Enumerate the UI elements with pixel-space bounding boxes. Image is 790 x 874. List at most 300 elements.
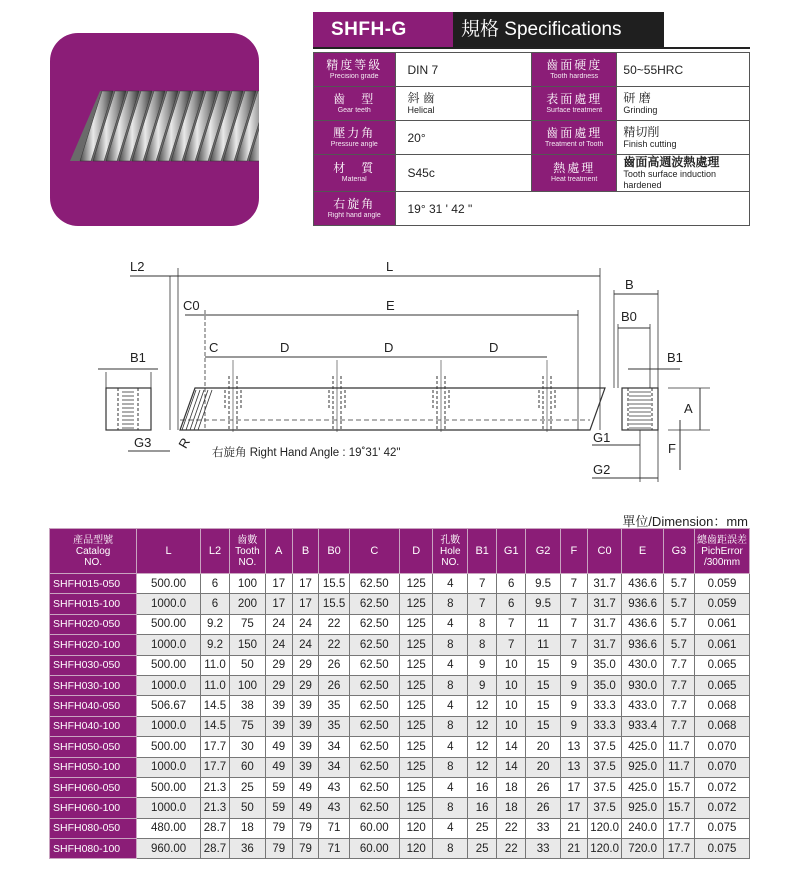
- table-cell: 0.065: [695, 675, 750, 695]
- table-cell: 125: [399, 655, 433, 675]
- column-header: B: [292, 529, 319, 574]
- table-cell: 4: [433, 655, 468, 675]
- spec-value: 齒面高週波熱處理: [623, 155, 720, 169]
- table-cell: 120: [399, 839, 433, 859]
- label-B: B: [625, 277, 634, 292]
- spec-table: [313, 52, 750, 226]
- table-row: [50, 655, 750, 675]
- label-D: D: [384, 340, 394, 355]
- table-cell: 0.072: [695, 777, 750, 797]
- table-cell: 9: [560, 716, 587, 736]
- table-cell: 7: [497, 635, 526, 655]
- table-cell: 29: [265, 655, 292, 675]
- column-header: 產品型號 Catalog NO.: [50, 529, 137, 574]
- table-cell: 500.00: [137, 614, 201, 634]
- table-cell: 17.7: [663, 818, 694, 838]
- table-cell: 500.00: [137, 777, 201, 797]
- table-cell: 1000.0: [137, 798, 201, 818]
- table-cell: 7: [560, 574, 587, 594]
- table-cell: 22: [497, 818, 526, 838]
- table-cell: 71: [319, 818, 349, 838]
- table-cell: 14.5: [200, 716, 229, 736]
- mounting-hole: [225, 360, 241, 432]
- catalog-cell: SHFH080-050: [50, 818, 137, 838]
- spec-label: 齒 型: [333, 91, 376, 106]
- table-cell: 38: [230, 696, 266, 716]
- dimension-unit-note: 單位/Dimension：mm: [622, 514, 748, 529]
- table-cell: 26: [526, 798, 561, 818]
- table-cell: 933.4: [622, 716, 663, 736]
- table-cell: 4: [433, 737, 468, 757]
- table-cell: 9: [560, 696, 587, 716]
- label-F: F: [668, 441, 676, 456]
- label-B1: B1: [667, 350, 683, 365]
- table-cell: 9: [468, 675, 497, 695]
- table-cell: 49: [265, 757, 292, 777]
- spec-row: [314, 192, 750, 226]
- table-cell: 43: [319, 798, 349, 818]
- spec-label: 熱處理: [553, 161, 596, 175]
- table-cell: 6: [497, 574, 526, 594]
- table-row: [50, 839, 750, 859]
- table-cell: 9: [560, 655, 587, 675]
- table-cell: 60.00: [349, 839, 399, 859]
- table-cell: 200: [230, 594, 266, 614]
- table-cell: 49: [265, 737, 292, 757]
- label-L: L: [386, 259, 394, 274]
- table-cell: 16: [468, 777, 497, 797]
- table-cell: 7: [497, 614, 526, 634]
- table-cell: 936.6: [622, 635, 663, 655]
- table-cell: 30: [230, 737, 266, 757]
- table-cell: 720.0: [622, 839, 663, 859]
- table-cell: 17: [265, 594, 292, 614]
- catalog-cell: SHFH050-100: [50, 757, 137, 777]
- label-G3: G3: [134, 435, 152, 450]
- header-divider: [313, 47, 750, 49]
- table-cell: 20: [526, 737, 561, 757]
- table-cell: 21: [560, 818, 587, 838]
- table-cell: 34: [319, 737, 349, 757]
- table-cell: 11.0: [200, 675, 229, 695]
- table-cell: 9.5: [526, 594, 561, 614]
- table-cell: 59: [265, 777, 292, 797]
- table-cell: 0.061: [695, 635, 750, 655]
- table-cell: 0.059: [695, 594, 750, 614]
- table-cell: 4: [433, 818, 468, 838]
- table-cell: 8: [433, 839, 468, 859]
- right-hand-angle-caption: 右旋角 Right Hand Angle : 19˚31' 42": [212, 447, 401, 459]
- table-row: [50, 594, 750, 614]
- table-cell: 60.00: [349, 818, 399, 838]
- spec-label: 齒面硬度: [546, 57, 603, 72]
- table-cell: 125: [399, 777, 433, 797]
- spec-label-en: Right hand angle: [327, 211, 381, 219]
- label-C: C: [209, 340, 219, 355]
- table-cell: 71: [319, 839, 349, 859]
- table-cell: 62.50: [349, 594, 399, 614]
- table-cell: 18: [497, 777, 526, 797]
- technical-drawing: [0, 250, 790, 490]
- column-header: B0: [319, 529, 349, 574]
- spec-value-en: Tooth surface induction hardened: [623, 169, 716, 190]
- catalog-cell: SHFH015-100: [50, 594, 137, 614]
- table-cell: 17: [265, 574, 292, 594]
- table-cell: 12: [468, 737, 497, 757]
- table-cell: 35.0: [587, 655, 622, 675]
- table-cell: 11.0: [200, 655, 229, 675]
- table-cell: 7: [468, 574, 497, 594]
- table-cell: 150: [230, 635, 266, 655]
- table-cell: 125: [399, 635, 433, 655]
- column-header: G1: [497, 529, 526, 574]
- table-cell: 39: [265, 716, 292, 736]
- table-row: [50, 696, 750, 716]
- spec-value: S45c: [407, 166, 435, 180]
- table-cell: 21: [560, 839, 587, 859]
- label-E: E: [386, 298, 395, 313]
- table-cell: 8: [433, 757, 468, 777]
- table-cell: 0.075: [695, 839, 750, 859]
- table-cell: 125: [399, 737, 433, 757]
- spec-label-en: Surface treatment: [546, 106, 603, 114]
- product-image: [50, 33, 259, 226]
- label-D: D: [489, 340, 499, 355]
- spec-title: 規格 Specifications: [453, 12, 664, 47]
- table-cell: 7.7: [663, 675, 694, 695]
- table-cell: 24: [265, 614, 292, 634]
- mounting-hole: [539, 360, 555, 432]
- table-cell: 35.0: [587, 675, 622, 695]
- table-cell: 22: [319, 614, 349, 634]
- column-header: F: [560, 529, 587, 574]
- table-cell: 0.061: [695, 614, 750, 634]
- table-cell: 7.7: [663, 716, 694, 736]
- table-cell: 930.0: [622, 675, 663, 695]
- column-header: G2: [526, 529, 561, 574]
- table-cell: 49: [292, 798, 319, 818]
- table-cell: 0.070: [695, 757, 750, 777]
- table-cell: 33.3: [587, 696, 622, 716]
- table-cell: 8: [468, 614, 497, 634]
- table-cell: 5.7: [663, 574, 694, 594]
- table-cell: 0.075: [695, 818, 750, 838]
- table-cell: 26: [526, 777, 561, 797]
- rack-body: [180, 388, 605, 430]
- table-cell: 9.2: [200, 635, 229, 655]
- spec-value: 研 磨: [623, 91, 651, 105]
- spec-label-en: Material: [341, 176, 367, 183]
- table-cell: 14: [497, 757, 526, 777]
- table-cell: 75: [230, 716, 266, 736]
- table-cell: 125: [399, 675, 433, 695]
- catalog-cell: SHFH050-050: [50, 737, 137, 757]
- table-cell: 79: [265, 818, 292, 838]
- table-cell: 1000.0: [137, 675, 201, 695]
- table-cell: 500.00: [137, 737, 201, 757]
- table-cell: 8: [433, 594, 468, 614]
- catalog-cell: SHFH020-050: [50, 614, 137, 634]
- table-row: [50, 716, 750, 736]
- spec-label-en: Precision grade: [329, 72, 379, 80]
- table-cell: 500.00: [137, 655, 201, 675]
- table-cell: 1000.0: [137, 716, 201, 736]
- table-cell: 39: [292, 716, 319, 736]
- table-cell: 24: [292, 635, 319, 655]
- spec-row: [314, 87, 750, 121]
- table-cell: 15.5: [319, 574, 349, 594]
- table-cell: 936.6: [622, 594, 663, 614]
- table-cell: 433.0: [622, 696, 663, 716]
- table-cell: 39: [292, 757, 319, 777]
- spec-value: 19° 31 ' 42 ": [407, 201, 473, 216]
- table-cell: 21.3: [200, 798, 229, 818]
- table-cell: 8: [433, 716, 468, 736]
- table-cell: 1000.0: [137, 635, 201, 655]
- table-cell: 436.6: [622, 574, 663, 594]
- table-cell: 62.50: [349, 696, 399, 716]
- table-cell: 436.6: [622, 614, 663, 634]
- table-cell: 62.50: [349, 737, 399, 757]
- table-cell: 7.7: [663, 655, 694, 675]
- table-cell: 925.0: [622, 757, 663, 777]
- table-cell: 5.7: [663, 594, 694, 614]
- table-cell: 17: [560, 777, 587, 797]
- label-D: D: [280, 340, 290, 355]
- catalog-cell: SHFH030-050: [50, 655, 137, 675]
- table-cell: 9: [560, 675, 587, 695]
- table-cell: 120: [399, 818, 433, 838]
- gear-rack-illustration: [50, 33, 259, 226]
- spec-label: 材 質: [333, 161, 376, 175]
- table-cell: 125: [399, 696, 433, 716]
- mounting-hole: [329, 360, 345, 432]
- table-cell: 60: [230, 757, 266, 777]
- table-cell: 4: [433, 696, 468, 716]
- table-cell: 10: [497, 655, 526, 675]
- table-cell: 4: [433, 574, 468, 594]
- table-cell: 5.7: [663, 614, 694, 634]
- table-cell: 17.7: [663, 839, 694, 859]
- table-cell: 26: [319, 655, 349, 675]
- table-cell: 25: [230, 777, 266, 797]
- column-header: 總齒距誤差 PichError /300mm: [695, 529, 750, 574]
- table-cell: 28.7: [200, 818, 229, 838]
- spec-value-en: Finish cutting: [623, 139, 677, 149]
- spec-label-en: Treatment of Tooth: [545, 140, 604, 148]
- table-cell: 8: [433, 675, 468, 695]
- table-cell: 31.7: [587, 594, 622, 614]
- table-cell: 37.5: [587, 737, 622, 757]
- spec-label-en: Heat treatment: [551, 176, 598, 183]
- spec-label: 表面處理: [546, 91, 603, 106]
- table-cell: 15: [526, 655, 561, 675]
- label-A: A: [684, 401, 693, 416]
- spec-label: 精度等級: [326, 57, 383, 72]
- table-cell: 17: [292, 574, 319, 594]
- table-cell: 49: [292, 777, 319, 797]
- table-cell: 925.0: [622, 798, 663, 818]
- catalog-cell: SHFH040-050: [50, 696, 137, 716]
- table-row: [50, 635, 750, 655]
- table-cell: 50: [230, 798, 266, 818]
- table-cell: 15.5: [319, 594, 349, 614]
- table-cell: 25: [468, 839, 497, 859]
- table-cell: 39: [265, 696, 292, 716]
- table-cell: 0.068: [695, 716, 750, 736]
- table-cell: 62.50: [349, 574, 399, 594]
- table-cell: 11.7: [663, 737, 694, 757]
- table-cell: 500.00: [137, 574, 201, 594]
- spec-row: [314, 121, 750, 155]
- table-cell: 31.7: [587, 635, 622, 655]
- table-cell: 11.7: [663, 757, 694, 777]
- table-cell: 1000.0: [137, 594, 201, 614]
- table-cell: 8: [433, 635, 468, 655]
- table-cell: 7: [560, 614, 587, 634]
- table-cell: 125: [399, 757, 433, 777]
- table-cell: 13: [560, 737, 587, 757]
- table-cell: 12: [468, 696, 497, 716]
- table-row: [50, 818, 750, 838]
- column-header: D: [399, 529, 433, 574]
- table-row: [50, 614, 750, 634]
- table-cell: 7.7: [663, 696, 694, 716]
- dimension-table: [49, 528, 750, 859]
- table-cell: 37.5: [587, 777, 622, 797]
- table-cell: 0.068: [695, 696, 750, 716]
- table-cell: 240.0: [622, 818, 663, 838]
- table-cell: 36: [230, 839, 266, 859]
- table-cell: 480.00: [137, 818, 201, 838]
- catalog-cell: SHFH080-100: [50, 839, 137, 859]
- table-cell: 16: [468, 798, 497, 818]
- table-cell: 100: [230, 675, 266, 695]
- table-cell: 28.7: [200, 839, 229, 859]
- spec-value-en: Helical: [407, 105, 435, 115]
- column-header: A: [265, 529, 292, 574]
- table-cell: 35: [319, 696, 349, 716]
- spec-row: [314, 53, 750, 87]
- table-cell: 9.2: [200, 614, 229, 634]
- table-row: [50, 757, 750, 777]
- table-cell: 79: [292, 818, 319, 838]
- spec-row: [314, 155, 750, 192]
- column-header: L2: [200, 529, 229, 574]
- table-cell: 0.065: [695, 655, 750, 675]
- column-header: G3: [663, 529, 694, 574]
- table-cell: 62.50: [349, 614, 399, 634]
- table-cell: 14.5: [200, 696, 229, 716]
- table-cell: 33: [526, 818, 561, 838]
- label-G2: G2: [593, 462, 611, 477]
- table-cell: 18: [497, 798, 526, 818]
- table-cell: 11: [526, 614, 561, 634]
- table-cell: 506.67: [137, 696, 201, 716]
- table-cell: 37.5: [587, 757, 622, 777]
- table-cell: 24: [265, 635, 292, 655]
- table-cell: 62.50: [349, 777, 399, 797]
- label-B0: B0: [621, 309, 637, 324]
- table-cell: 15.7: [663, 777, 694, 797]
- catalog-cell: SHFH015-050: [50, 574, 137, 594]
- column-header: C: [349, 529, 399, 574]
- table-cell: 100: [230, 574, 266, 594]
- table-cell: 0.072: [695, 798, 750, 818]
- table-cell: 9.5: [526, 574, 561, 594]
- table-cell: 13: [560, 757, 587, 777]
- column-header: L: [137, 529, 201, 574]
- table-cell: 22: [497, 839, 526, 859]
- table-cell: 125: [399, 798, 433, 818]
- mounting-hole: [433, 360, 449, 432]
- spec-value-en: Grinding: [623, 105, 658, 115]
- table-row: [50, 777, 750, 797]
- label-L2: L2: [130, 259, 145, 274]
- table-cell: 26: [319, 675, 349, 695]
- table-cell: 62.50: [349, 635, 399, 655]
- table-cell: 125: [399, 594, 433, 614]
- table-cell: 7: [560, 594, 587, 614]
- table-cell: 31.7: [587, 574, 622, 594]
- table-cell: 14: [497, 737, 526, 757]
- table-cell: 12: [468, 757, 497, 777]
- table-cell: 7: [468, 594, 497, 614]
- model-title: SHFH-G: [313, 12, 453, 47]
- label-G1: G1: [593, 430, 611, 445]
- table-cell: 29: [292, 655, 319, 675]
- column-header: 孔數 Hole NO.: [433, 529, 468, 574]
- spec-value: 20°: [407, 130, 426, 145]
- table-cell: 29: [292, 675, 319, 695]
- table-cell: 4: [433, 614, 468, 634]
- table-cell: 7: [560, 635, 587, 655]
- table-cell: 43: [319, 777, 349, 797]
- table-cell: 24: [292, 614, 319, 634]
- table-cell: 15: [526, 716, 561, 736]
- table-cell: 39: [292, 696, 319, 716]
- table-cell: 62.50: [349, 655, 399, 675]
- table-row: [50, 675, 750, 695]
- table-cell: 120.0: [587, 818, 622, 838]
- label-B1: B1: [130, 350, 146, 365]
- spec-label: 壓力角: [333, 125, 376, 140]
- table-cell: 125: [399, 716, 433, 736]
- table-cell: 12: [468, 716, 497, 736]
- column-header: C0: [587, 529, 622, 574]
- table-cell: 22: [319, 635, 349, 655]
- table-cell: 59: [265, 798, 292, 818]
- spec-value: 精切削: [623, 125, 660, 139]
- table-cell: 33.3: [587, 716, 622, 736]
- table-cell: 62.50: [349, 757, 399, 777]
- table-cell: 62.50: [349, 675, 399, 695]
- table-cell: 0.059: [695, 574, 750, 594]
- table-cell: 11: [526, 635, 561, 655]
- table-cell: 430.0: [622, 655, 663, 675]
- table-cell: 120.0: [587, 839, 622, 859]
- table-cell: 79: [292, 839, 319, 859]
- spec-label-en: Tooth hardness: [550, 72, 599, 80]
- spec-label-en: Pressure angle: [330, 140, 378, 148]
- spec-label: 齒面處理: [546, 125, 603, 140]
- table-cell: 0.070: [695, 737, 750, 757]
- table-cell: 50: [230, 655, 266, 675]
- table-cell: 4: [433, 777, 468, 797]
- catalog-cell: SHFH030-100: [50, 675, 137, 695]
- table-row: [50, 737, 750, 757]
- table-cell: 6: [200, 574, 229, 594]
